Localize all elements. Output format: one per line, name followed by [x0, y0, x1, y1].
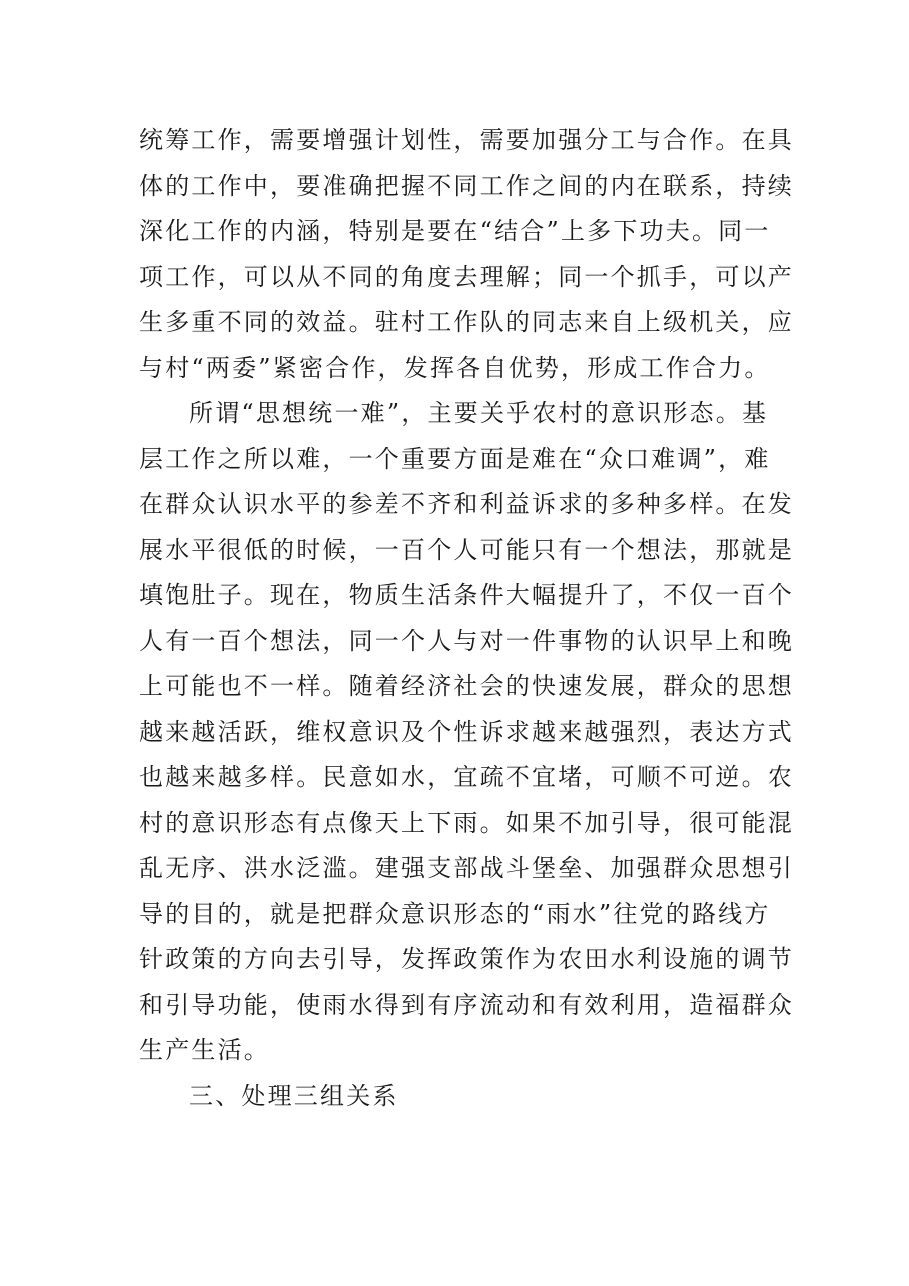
paragraph-first-line: 所谓“思想统一难”，主要关乎农村的意识形态。基: [189, 399, 769, 427]
text-line: 体的工作中，要准确把握不同工作之间的内在联系，持续: [139, 171, 794, 200]
text-line: 越来越活跃，维权意识及个性诉求越来越强烈，表达方式: [139, 717, 794, 746]
text-line: 在群众认识水平的参差不齐和利益诉求的多种多样。在发: [139, 490, 794, 518]
body-text: [139, 118, 794, 1119]
text-line: 深化工作的内涵，特别是要在“结合”上多下功夫。同一: [139, 217, 771, 245]
text-line: 项工作，可以从不同的角度去理解；同一个抓手，可以产: [139, 262, 794, 291]
section-heading: 三、处理三组关系: [189, 1081, 399, 1110]
text-line: 和引导功能，使雨水得到有序流动和有效利用，造福群众: [139, 990, 794, 1019]
text-line: 与村“两委”紧密合作，发挥各自优势，形成工作合力。: [139, 353, 771, 382]
text-line: 导的目的，就是把群众意识形态的“雨水”往党的路线方: [139, 899, 771, 928]
text-line: 层工作之所以难，一个重要方面是难在“众口难调”，难: [139, 444, 771, 473]
text-line: 生多重不同的效益。驻村工作队的同志来自上级机关，应: [139, 308, 794, 336]
text-line: 针政策的方向去引导，发挥政策作为农田水利设施的调节: [139, 945, 794, 973]
text-line: 村的意识形态有点像天上下雨。如果不加引导，很可能混: [139, 808, 794, 837]
text-line: 展水平很低的时候，一百个人可能只有一个想法，那就是: [139, 535, 794, 564]
text-line: 乱无序、洪水泛滥。建强支部战斗堡垒、加强群众思想引: [139, 854, 794, 882]
text-line: 人有一百个想法，同一个人与对一件事物的认识早上和晚: [139, 626, 794, 655]
text-line: 生产生活。: [139, 1036, 270, 1064]
text-line: 上可能也不一样。随着经济社会的快速发展，群众的思想: [139, 672, 794, 700]
text-line: 填饱肚子。现在，物质生活条件大幅提升了，不仅一百个: [139, 581, 794, 609]
text-line: 统筹工作，需要增强计划性，需要加强分工与合作。在具: [139, 126, 794, 154]
text-line: 也越来越多样。民意如水，宜疏不宜堵，可顺不可逆。农: [139, 763, 794, 791]
